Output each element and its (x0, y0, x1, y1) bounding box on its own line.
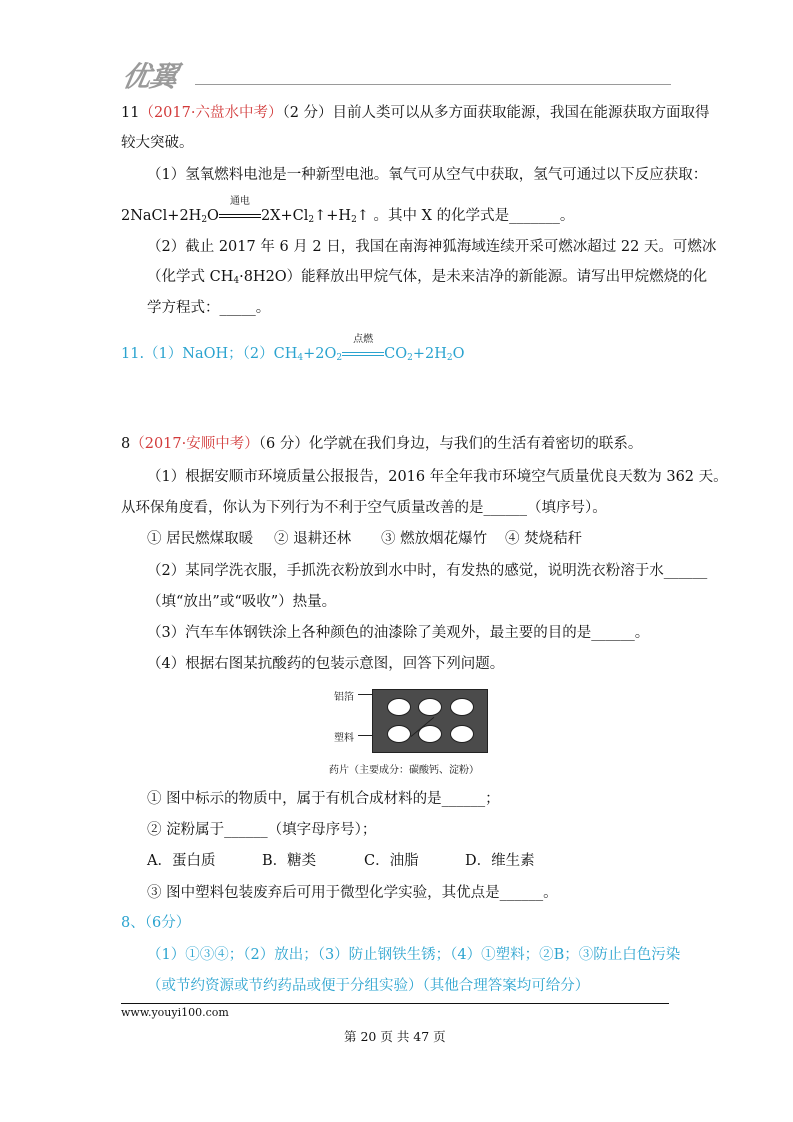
answer-sub: 4 (297, 353, 304, 363)
q8-option-1: ① 居民燃煤取暖 (147, 531, 254, 547)
q8-part2-line2: （填“放出”或“吸收”）热量。 (147, 594, 337, 610)
figure-label-plastic: 塑料 (334, 733, 354, 744)
answer-condition (342, 334, 384, 364)
q8-part4: （4）根据右图某抗酸药的包装示意图，回答下列问题。 (147, 656, 505, 672)
q8-source: （2017·安顺中考） (130, 436, 259, 452)
footer-rule (121, 1003, 669, 1004)
q8-choice-b: B．糖类 (262, 853, 317, 869)
pill (387, 725, 411, 743)
footer-url: www.youyi100.com (121, 1006, 229, 1019)
page-number: 第 20 页 共 47 页 (344, 1029, 446, 1044)
p2-text-end: ·8H2O）能释放出甲烷气体，是未来洁净的新能源。请写出甲烷燃烧的化 (239, 269, 708, 285)
eq-right: 2X+Cl (260, 208, 309, 224)
eq-left-end: O (207, 208, 219, 224)
q8-answer-line1: （1）①③④；（2）放出；（3）防止钢铁生锈；（4）①塑料；②B；③防止白色污染 (147, 947, 681, 963)
eq-sub: 2 (351, 215, 357, 225)
q8-part2-line1: （2）某同学洗衣服，手抓洗衣粉放到水中时，有发热的感觉，说明洗衣粉溶于水______ (147, 563, 708, 579)
eq-left: 2NaCl+2H (121, 208, 202, 224)
q11-equation (121, 196, 575, 230)
q11-source: （2017·六盘水中考） (139, 105, 283, 121)
q11-intro-line2: 较大突破。 (121, 135, 194, 151)
q8-choice-d: D．维生素 (465, 853, 535, 869)
q11-part1: （1）氢氧燃料电池是一种新型电池。氧气可从空气中获取，氢气可通过以下反应获取： (147, 167, 708, 183)
q8-part3: （3）汽车车体钢铁涂上各种颜色的油漆除了美观外，最主要的目的是______。 (147, 625, 650, 641)
header-rule (195, 84, 671, 85)
q11-number: 11 (121, 105, 140, 121)
q8-part1-line1: （1）根据安顺市环境质量公报报告，2016 年全年我市环境空气质量优良天数为 362 天。 (147, 469, 728, 485)
answer-text: 11.（1）NaOH；（2）CH (121, 346, 298, 362)
answer-text: CO (384, 346, 408, 362)
answer-text: +2H (412, 346, 447, 362)
pill (450, 725, 474, 743)
q8-part1-line2: 从环保角度看，你认为下列行为不利于空气质量改善的是______（填序号）。 (121, 500, 607, 516)
eq-right-end: ↑ 。其中 X 的化学式是_______。 (356, 208, 575, 224)
q8-option-3: ③ 燃放烟花爆竹 (381, 531, 488, 547)
q11-part2-line3: 学方程式：_____。 (147, 300, 271, 316)
q11-intro: （2 分）目前人类可以从多方面获取能源，我国在能源获取方面取得 (282, 105, 710, 121)
reaction-condition-label: 通电 (229, 196, 250, 207)
q8-answer-line2: （或节约资源或节约药品或便于分组实验）（其他合理答案均可给分） (147, 978, 590, 994)
p2-sub: 4 (233, 276, 240, 286)
q8-choice-a: A．蛋白质 (147, 853, 216, 869)
q8-intro (121, 434, 642, 454)
q8-sub2: ② 淀粉属于______（填字母序号）； (147, 822, 377, 838)
eq-sub: 2 (201, 215, 208, 225)
pill (387, 698, 411, 716)
pill (450, 698, 474, 716)
q11-part2-line1: （2）截止 2017 年 6 月 2 日，我国在南海神狐海域连续开采可燃冰超过 22 天。可燃冰 (147, 239, 717, 255)
answer-text: O (452, 346, 465, 362)
q8-intro-text: （6 分）化学就在我们身边，与我们的生活有着密切的联系。 (258, 436, 643, 452)
answer-condition-label: 点燃 (353, 334, 374, 345)
answer-sub: 2 (336, 353, 343, 363)
q8-number: 8 (121, 436, 131, 452)
answer-text: +2O (303, 346, 337, 362)
figure-caption: 药片（主要成分：碳酸钙、淀粉） (329, 765, 479, 776)
eq-sub: 2 (308, 215, 315, 225)
q8-sub3: ③ 图中塑料包装废弃后可用于微型化学实验，其优点是______。 (147, 885, 558, 901)
q11-part2-line2 (147, 267, 707, 291)
q8-sub1: ① 图中标示的物质中，属于有机合成材料的是______； (147, 791, 500, 807)
q11-intro-line1 (121, 103, 710, 123)
reaction-condition (219, 196, 261, 226)
answer-sub: 2 (446, 353, 453, 363)
p2-text: （化学式 CH (147, 269, 234, 285)
eq-right-mid: ↑+H (314, 208, 352, 224)
q8-option-2: ② 退耕还林 (274, 531, 352, 547)
q8-choice-c: C．油脂 (364, 853, 419, 869)
brand-logo: 优翼 (119, 60, 180, 93)
q11-answer (121, 334, 465, 368)
q8-answer-head: 8、（6分） (121, 915, 191, 931)
figure-label-foil: 铝箔 (334, 692, 354, 703)
pill (418, 698, 442, 716)
q8-option-4: ④ 焚烧秸秆 (505, 531, 583, 547)
answer-sub: 2 (407, 353, 413, 363)
